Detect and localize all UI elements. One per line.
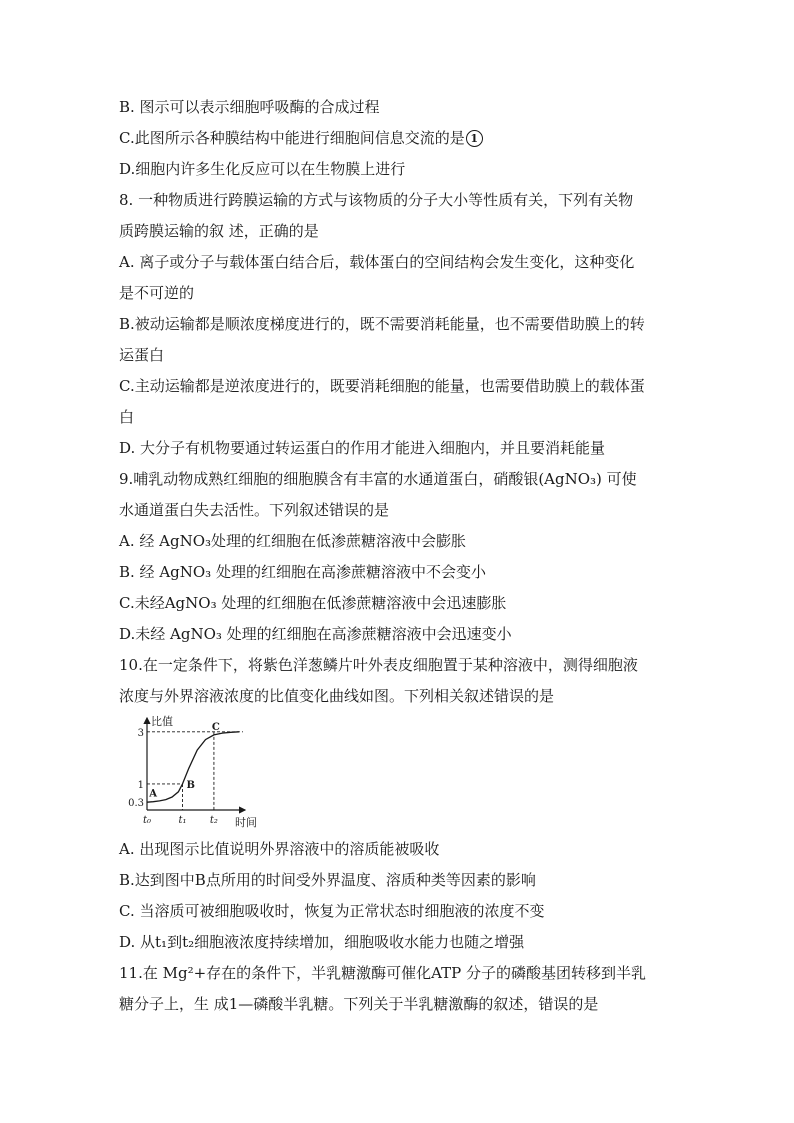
document-body [119, 92, 679, 1020]
q8-stem-line1: 8. 一种物质进行跨膜运输的方式与该物质的分子大小等性质有关，下列有关物 [119, 191, 634, 209]
q10-option-a: A. 出现图示比值说明外界溶液中的溶质能被吸收 [119, 840, 440, 858]
y-axis-label: 比值 [151, 715, 173, 728]
q9-option-b: B. 经 AgNO₃ 处理的红细胞在高渗蔗糖溶液中不会变小 [119, 563, 486, 581]
point-label-b: B [186, 779, 195, 791]
q8-option-a-line2: 是不可逆的 [119, 284, 195, 302]
q10-option-b: B.达到图中B点所用的时间受外界温度、溶质种类等因素的影响 [119, 871, 536, 889]
q7-option-b: B. 图示可以表示细胞呼吸酶的合成过程 [119, 98, 380, 116]
q10-stem-line2: 浓度与外界溶液浓度的比值变化曲线如图。下列相关叙述错误的是 [119, 687, 555, 705]
x-tick-label: t₁ [178, 815, 187, 826]
q8-option-c-line2: 白 [119, 408, 135, 426]
axis-ticks [128, 728, 218, 826]
q8-option-c-line1: C.主动运输都是逆浓度进行的，既要消耗细胞的能量，也需要借助膜上的载体蛋 [119, 377, 645, 395]
q8-stem-line2: 质跨膜运输的叙 述，正确的是 [119, 222, 319, 240]
q8-option-a-line1: A. 离子或分子与载体蛋白结合后，载体蛋白的空间结构会发生变化，这种变化 [119, 253, 635, 271]
q9-stem-line1: 9.哺乳动物成熟红细胞的细胞膜含有丰富的水通道蛋白，硝酸银(AgNO₃) 可使 [119, 470, 637, 488]
q8-option-d: D. 大分子有机物要通过转运蛋白的作用才能进入细胞内，并且要消耗能量 [119, 439, 606, 457]
q8-option-b-line2: 运蛋白 [119, 346, 165, 364]
q9-stem-line2: 水通道蛋白失去活性。下列叙述错误的是 [119, 501, 390, 519]
y-tick-label: 0.3 [128, 798, 144, 810]
point-label-c: C [211, 721, 220, 733]
x-axis-label: 时间 [235, 816, 257, 829]
q7-option-c-text: C.此图所示各种膜结构中能进行细胞间信息交流的是 [119, 129, 465, 147]
ratio-chart [119, 714, 679, 830]
q8-option-b-line1: B.被动运输都是顺浓度梯度进行的，既不需要消耗能量，也不需要借助膜上的转 [119, 315, 645, 333]
reference-lines [147, 732, 243, 810]
ratio-curve [147, 732, 239, 802]
q7-option-d: D.细胞内许多生化反应可以在生物膜上进行 [119, 160, 406, 178]
y-tick-label: 1 [137, 779, 144, 791]
point-label-a: A [149, 788, 158, 800]
q10-option-c: C. 当溶质可被细胞吸收时，恢复为正常状态时细胞液的浓度不变 [119, 902, 545, 920]
x-tick-label: t₂ [209, 815, 218, 826]
q7-option-c [119, 123, 679, 154]
q10-option-d: D. 从t₁到t₂细胞液浓度持续增加，细胞吸收水能力也随之增强 [119, 933, 525, 951]
q9-option-a: A. 经 AgNO₃处理的红细胞在低渗蔗糖溶液中会膨胀 [119, 532, 467, 550]
q11-stem-line1: 11.在 Mg²+存在的条件下，半乳糖激酶可催化ATP 分子的磷酸基团转移到半乳 [119, 964, 647, 982]
point-labels [148, 722, 220, 800]
circled-number: 1 [466, 130, 483, 147]
ratio-chart-svg [127, 714, 267, 830]
x-tick-label: t₀ [143, 815, 152, 826]
q9-option-d: D.未经 AgNO₃ 处理的红细胞在高渗蔗糖溶液中会迅速变小 [119, 625, 512, 643]
q11-stem-line2: 糖分子上，生 成1—磷酸半乳糖。下列关于半乳糖激酶的叙述，错误的是 [119, 995, 599, 1013]
q9-option-c: C.未经AgNO₃ 处理的红细胞在低渗蔗糖溶液中会迅速膨胀 [119, 594, 507, 612]
y-tick-label: 3 [137, 727, 144, 739]
q10-stem-line1: 10.在一定条件下，将紫色洋葱鳞片叶外表皮细胞置于某种溶液中，测得细胞液 [119, 656, 638, 674]
